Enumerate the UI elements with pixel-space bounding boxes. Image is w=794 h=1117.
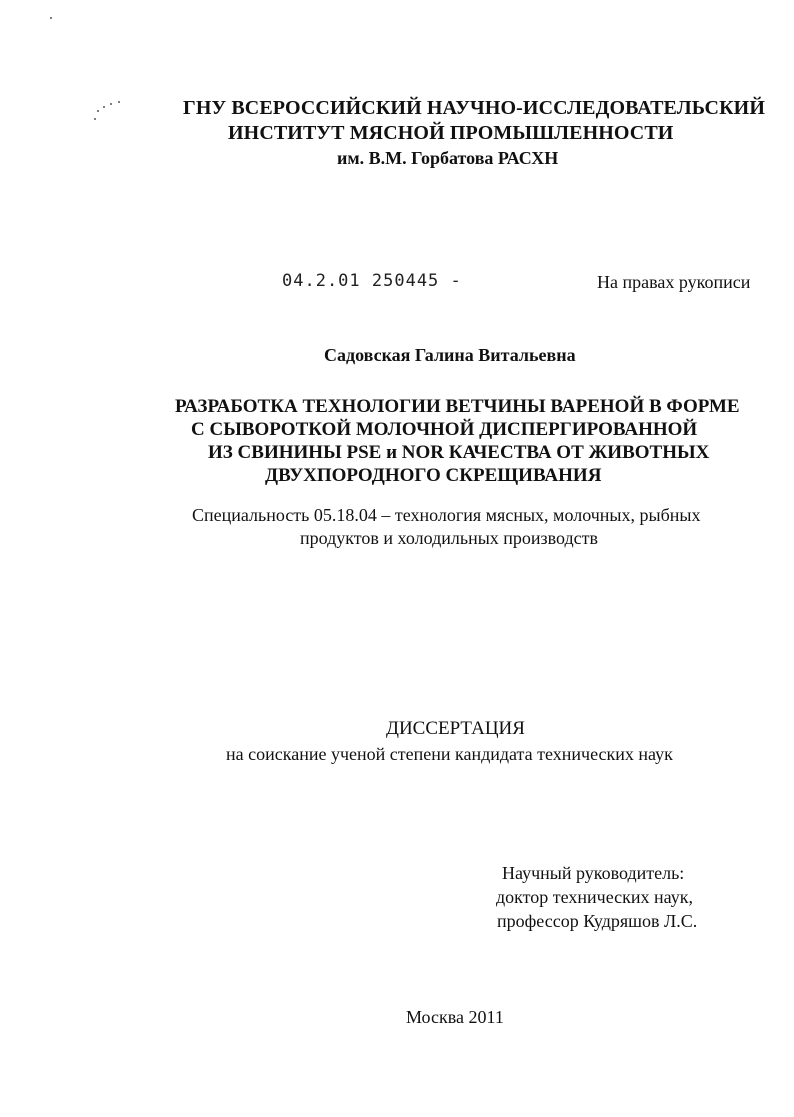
advisor-line-1: Научный руководитель: [502, 863, 685, 883]
advisor-line-2: доктор технических наук, [496, 887, 693, 907]
scan-speck [118, 101, 120, 103]
rights-note: На правах рукописи [597, 272, 751, 292]
author-name: Садовская Галина Витальевна [324, 345, 576, 365]
title-line-4: ДВУХПОРОДНОГО СКРЕЩИВАНИЯ [265, 465, 602, 486]
registration-stamp: 04.2.01 250445 - [282, 271, 462, 291]
institution-line-3: им. В.М. Горбатова РАСХН [337, 148, 559, 168]
institution-line-2: ИНСТИТУТ МЯСНОЙ ПРОМЫШЛЕННОСТИ [228, 122, 674, 144]
advisor-line-3: профессор Кудряшов Л.С. [497, 911, 698, 931]
place-year: Москва 2011 [406, 1007, 504, 1027]
scan-speck [50, 17, 52, 19]
scan-speck [110, 103, 112, 105]
scan-speck [103, 106, 105, 108]
title-line-1: РАЗРАБОТКА ТЕХНОЛОГИИ ВЕТЧИНЫ ВАРЕНОЙ В ФОРМЕ [175, 396, 740, 417]
title-line-2: С СЫВОРОТКОЙ МОЛОЧНОЙ ДИСПЕРГИРОВАННОЙ [191, 419, 698, 440]
dissertation-heading: ДИССЕРТАЦИЯ [386, 718, 525, 739]
scan-speck [94, 118, 96, 120]
scan-speck [97, 110, 99, 112]
specialty-line-2: продуктов и холодильных производств [300, 528, 599, 548]
title-line-3: ИЗ СВИНИНЫ PSE и NOR КАЧЕСТВА ОТ ЖИВОТНЫХ [208, 442, 710, 463]
degree-line: на соискание ученой степени кандидата технических наук [226, 744, 673, 764]
institution-line-1: ГНУ ВСЕРОССИЙСКИЙ НАУЧНО-ИССЛЕДОВАТЕЛЬСКИЙ [183, 97, 765, 119]
specialty-line-1: Специальность 05.18.04 – технология мясных, молочных, рыбных [192, 505, 701, 525]
